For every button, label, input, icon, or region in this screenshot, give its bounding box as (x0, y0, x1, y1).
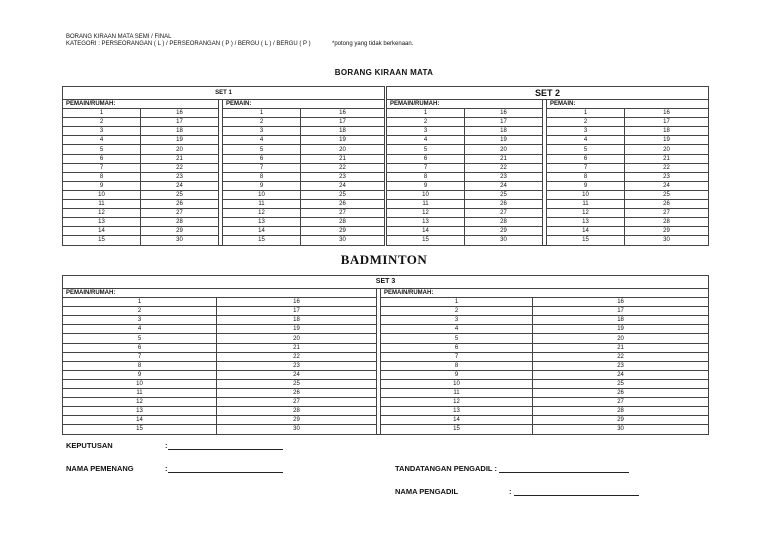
set1-right-point-low[interactable]: 3 (223, 127, 301, 136)
set3-right-point-high[interactable]: 19 (533, 325, 709, 334)
set3-right-point-low[interactable]: 10 (381, 379, 533, 388)
set2-right-point-low[interactable]: 1 (547, 109, 625, 118)
set1-right-point-high[interactable]: 16 (301, 109, 385, 118)
set2-right-player-caption: PEMAIN: (547, 100, 709, 109)
set3-right-point-high[interactable]: 27 (533, 398, 709, 407)
set1-right-player-caption: PEMAIN: (223, 100, 385, 109)
form-category-line: KATEGORI : PERSEORANGAN ( L ) / PERSEORANGAN ( P ) / BERGU ( L ) / BERGU ( P ) (66, 41, 311, 47)
set3-score-row (63, 298, 709, 307)
set1-left-point-low[interactable]: 6 (63, 154, 141, 163)
set3-right-point-low[interactable]: 4 (381, 325, 533, 334)
set2-score-row (387, 163, 709, 172)
set2-left-point-high[interactable]: 17 (465, 118, 543, 127)
set3-left-point-low[interactable]: 7 (63, 352, 217, 361)
set1-right-point-low[interactable]: 1 (223, 109, 301, 118)
set2-left-point-high[interactable]: 16 (465, 109, 543, 118)
set2-score-row (387, 236, 709, 245)
set2-left-point-high[interactable]: 18 (465, 127, 543, 136)
set1-left-point-high[interactable]: 30 (141, 236, 219, 245)
set2-right-point-high[interactable]: 30 (625, 236, 709, 245)
set2-right-point-high[interactable]: 19 (625, 136, 709, 145)
set2-left-point-low[interactable]: 15 (387, 236, 465, 245)
set2-score-row (387, 118, 709, 127)
set2-right-point-high[interactable]: 23 (625, 172, 709, 181)
set3-right-point-low[interactable]: 9 (381, 370, 533, 379)
set3-label: SET 3 (63, 276, 709, 289)
set1-right-point-high[interactable]: 30 (301, 236, 385, 245)
keputusan-colon: : (165, 441, 168, 450)
set1-right-point-high[interactable]: 28 (301, 218, 385, 227)
set2-score-row (387, 136, 709, 145)
set1-right-point-high[interactable]: 24 (301, 181, 385, 190)
set3-left-point-high[interactable]: 16 (217, 298, 377, 307)
set1-right-point-high[interactable]: 26 (301, 200, 385, 209)
set2-right-point-low[interactable]: 6 (547, 154, 625, 163)
set3-left-player-caption: PEMAIN/RUMAH: (63, 289, 377, 298)
set3-right-point-high[interactable]: 25 (533, 379, 709, 388)
set2-left-point-high[interactable]: 29 (465, 227, 543, 236)
set3-score-row (63, 307, 709, 316)
set1-right-point-low[interactable]: 10 (223, 190, 301, 199)
set1-score-row (63, 145, 385, 154)
set1-left-point-low[interactable]: 3 (63, 127, 141, 136)
set2-right-point-high[interactable]: 18 (625, 127, 709, 136)
set2-right-point-low[interactable]: 15 (547, 236, 625, 245)
set1-left-point-high[interactable]: 21 (141, 154, 219, 163)
strike-note: *potong yang tidak berkenaan. (332, 41, 414, 47)
set2-score-row (387, 209, 709, 218)
set2-left-point-low[interactable]: 11 (387, 200, 465, 209)
set3-right-point-high[interactable]: 28 (533, 407, 709, 416)
set3-left-point-high[interactable]: 22 (217, 352, 377, 361)
set2-right-point-high[interactable]: 22 (625, 163, 709, 172)
set3-right-point-high[interactable]: 30 (533, 425, 709, 434)
set3-score-row (63, 407, 709, 416)
set2-label: SET 2 (387, 87, 709, 100)
set1-left-point-low[interactable]: 5 (63, 145, 141, 154)
set1-left-point-high[interactable]: 22 (141, 163, 219, 172)
set3-left-point-high[interactable]: 23 (217, 361, 377, 370)
set2-score-row (387, 200, 709, 209)
set3-right-point-low[interactable]: 11 (381, 389, 533, 398)
set2-score-row (387, 181, 709, 190)
set3-left-point-high[interactable]: 21 (217, 343, 377, 352)
set1-score-row (63, 218, 385, 227)
nama-pemenang-label: NAMA PEMENANG (66, 464, 134, 473)
set1-left-point-low[interactable]: 7 (63, 163, 141, 172)
set3-scoresheet (62, 275, 709, 435)
set2-left-point-high[interactable]: 21 (465, 154, 543, 163)
set3-right-point-high[interactable]: 24 (533, 370, 709, 379)
set3-left-point-high[interactable]: 25 (217, 379, 377, 388)
set2-scoresheet (386, 86, 709, 246)
set3-score-row (63, 352, 709, 361)
set3-score-row (63, 325, 709, 334)
set2-left-point-low[interactable]: 10 (387, 190, 465, 199)
set2-right-point-low[interactable]: 14 (547, 227, 625, 236)
set2-left-point-high[interactable]: 22 (465, 163, 543, 172)
set1-score-row (63, 181, 385, 190)
set3-right-point-high[interactable]: 17 (533, 307, 709, 316)
set2-left-point-high[interactable]: 27 (465, 209, 543, 218)
keputusan-field[interactable] (165, 441, 283, 450)
page-title: BORANG KIRAAN MATA (334, 68, 434, 77)
set1-left-point-low[interactable]: 14 (63, 227, 141, 236)
set1-left-point-low[interactable]: 1 (63, 109, 141, 118)
set2-right-point-low[interactable]: 10 (547, 190, 625, 199)
set3-right-point-low[interactable]: 6 (381, 343, 533, 352)
set3-score-row (63, 398, 709, 407)
set1-left-point-low[interactable]: 2 (63, 118, 141, 127)
set3-score-row (63, 389, 709, 398)
set3-left-point-low[interactable]: 6 (63, 343, 217, 352)
set1-right-point-low[interactable]: 13 (223, 218, 301, 227)
set1-right-point-low[interactable]: 11 (223, 200, 301, 209)
set2-right-point-high[interactable]: 20 (625, 145, 709, 154)
set2-right-point-low[interactable]: 13 (547, 218, 625, 227)
nama-pengadil-label: NAMA PENGADIL (395, 487, 459, 496)
set2-right-point-low[interactable]: 2 (547, 118, 625, 127)
tandatangan-pengadil-field[interactable] (395, 464, 629, 473)
set1-right-point-high[interactable]: 19 (301, 136, 385, 145)
set2-right-point-low[interactable]: 3 (547, 127, 625, 136)
set2-right-point-high[interactable]: 29 (625, 227, 709, 236)
set1-right-point-low[interactable]: 6 (223, 154, 301, 163)
set2-right-point-low[interactable]: 5 (547, 145, 625, 154)
set3-score-row (63, 425, 709, 434)
set2-right-point-high[interactable]: 24 (625, 181, 709, 190)
set3-left-point-low[interactable]: 5 (63, 334, 217, 343)
set3-right-point-low[interactable]: 13 (381, 407, 533, 416)
set1-right-point-high[interactable]: 18 (301, 127, 385, 136)
set1-left-point-high[interactable]: 28 (141, 218, 219, 227)
set3-left-point-low[interactable]: 12 (63, 398, 217, 407)
set2-score-row (387, 154, 709, 163)
set2-right-point-low[interactable]: 8 (547, 172, 625, 181)
set1-score-row (63, 127, 385, 136)
set1-left-point-high[interactable]: 16 (141, 109, 219, 118)
set3-right-point-low[interactable]: 12 (381, 398, 533, 407)
set2-right-point-low[interactable]: 9 (547, 181, 625, 190)
set1-right-point-high[interactable]: 20 (301, 145, 385, 154)
set3-left-point-low[interactable]: 15 (63, 425, 217, 434)
set1-score-row (63, 118, 385, 127)
set2-left-point-low[interactable]: 9 (387, 181, 465, 190)
set3-right-point-low[interactable]: 15 (381, 425, 533, 434)
set2-right-point-low[interactable]: 11 (547, 200, 625, 209)
set3-left-point-low[interactable]: 2 (63, 307, 217, 316)
set2-left-point-high[interactable]: 24 (465, 181, 543, 190)
set1-left-point-high[interactable]: 19 (141, 136, 219, 145)
set2-left-point-low[interactable]: 14 (387, 227, 465, 236)
set3-left-point-high[interactable]: 28 (217, 407, 377, 416)
set3-score-row (63, 379, 709, 388)
set1-left-point-high[interactable]: 29 (141, 227, 219, 236)
set2-left-point-low[interactable]: 7 (387, 163, 465, 172)
set3-right-point-high[interactable]: 20 (533, 334, 709, 343)
set1-left-point-high[interactable]: 23 (141, 172, 219, 181)
set1-right-point-low[interactable]: 15 (223, 236, 301, 245)
set1-left-point-low[interactable]: 15 (63, 236, 141, 245)
set3-score-row (63, 370, 709, 379)
set3-right-player-caption: PEMAIN/RUMAH: (381, 289, 709, 298)
set3-left-point-low[interactable]: 3 (63, 316, 217, 325)
set1-score-row (63, 190, 385, 199)
pengadil-colon: : (509, 487, 512, 496)
set3-left-point-high[interactable]: 24 (217, 370, 377, 379)
set3-left-point-low[interactable]: 10 (63, 379, 217, 388)
set1-right-point-low[interactable]: 7 (223, 163, 301, 172)
set3-left-point-high[interactable]: 17 (217, 307, 377, 316)
set3-right-point-low[interactable]: 7 (381, 352, 533, 361)
set1-left-point-high[interactable]: 26 (141, 200, 219, 209)
set3-left-point-low[interactable]: 8 (63, 361, 217, 370)
set2-right-point-high[interactable]: 21 (625, 154, 709, 163)
set1-right-point-low[interactable]: 2 (223, 118, 301, 127)
set3-left-point-low[interactable]: 9 (63, 370, 217, 379)
set1-left-player-caption: PEMAIN/RUMAH: (63, 100, 219, 109)
set3-right-point-low[interactable]: 2 (381, 307, 533, 316)
set3-right-point-low[interactable]: 8 (381, 361, 533, 370)
set2-score-row (387, 127, 709, 136)
set1-right-point-low[interactable]: 12 (223, 209, 301, 218)
set1-right-point-high[interactable]: 21 (301, 154, 385, 163)
set2-left-point-low[interactable]: 4 (387, 136, 465, 145)
set2-right-point-low[interactable]: 4 (547, 136, 625, 145)
set2-right-point-low[interactable]: 12 (547, 209, 625, 218)
set1-left-point-low[interactable]: 10 (63, 190, 141, 199)
set2-left-point-low[interactable]: 12 (387, 209, 465, 218)
sport-title: BADMINTON (340, 252, 428, 267)
set1-right-point-low[interactable]: 5 (223, 145, 301, 154)
set3-right-point-high[interactable]: 23 (533, 361, 709, 370)
set2-score-row (387, 145, 709, 154)
set3-right-point-high[interactable]: 29 (533, 416, 709, 425)
set1-left-point-high[interactable]: 27 (141, 209, 219, 218)
tandatangan-pengadil-label: TANDATANGAN PENGADIL : (395, 464, 497, 473)
set2-left-point-high[interactable]: 23 (465, 172, 543, 181)
set1-left-point-low[interactable]: 8 (63, 172, 141, 181)
set3-score-row (63, 416, 709, 425)
set1-score-row (63, 236, 385, 245)
set1-right-point-low[interactable]: 8 (223, 172, 301, 181)
set3-left-point-low[interactable]: 1 (63, 298, 217, 307)
set1-right-point-high[interactable]: 17 (301, 118, 385, 127)
set3-right-point-high[interactable]: 26 (533, 389, 709, 398)
set2-score-row (387, 190, 709, 199)
set3-right-point-low[interactable]: 1 (381, 298, 533, 307)
set3-left-point-low[interactable]: 13 (63, 407, 217, 416)
set2-left-point-low[interactable]: 13 (387, 218, 465, 227)
set1-right-point-high[interactable]: 23 (301, 172, 385, 181)
set1-left-point-low[interactable]: 11 (63, 200, 141, 209)
set3-left-point-high[interactable]: 29 (217, 416, 377, 425)
set3-left-point-low[interactable]: 14 (63, 416, 217, 425)
set1-left-point-high[interactable]: 18 (141, 127, 219, 136)
set2-right-point-high[interactable]: 16 (625, 109, 709, 118)
set3-left-point-low[interactable]: 4 (63, 325, 217, 334)
set1-right-point-low[interactable]: 9 (223, 181, 301, 190)
set1-left-point-high[interactable]: 25 (141, 190, 219, 199)
set1-left-point-high[interactable]: 20 (141, 145, 219, 154)
set3-score-row (63, 334, 709, 343)
set3-score-row (63, 316, 709, 325)
set3-left-point-high[interactable]: 18 (217, 316, 377, 325)
set3-right-point-low[interactable]: 3 (381, 316, 533, 325)
set1-left-point-low[interactable]: 13 (63, 218, 141, 227)
set2-left-point-low[interactable]: 8 (387, 172, 465, 181)
set1-score-row (63, 209, 385, 218)
nama-pemenang-field[interactable] (165, 464, 283, 473)
set3-right-point-low[interactable]: 5 (381, 334, 533, 343)
set2-left-point-high[interactable]: 28 (465, 218, 543, 227)
set3-left-point-high[interactable]: 20 (217, 334, 377, 343)
set2-right-point-low[interactable]: 7 (547, 163, 625, 172)
set1-right-point-high[interactable]: 27 (301, 209, 385, 218)
set2-score-row (387, 218, 709, 227)
set3-score-row (63, 361, 709, 370)
set1-scoresheet (62, 86, 385, 246)
set3-right-point-high[interactable]: 18 (533, 316, 709, 325)
set2-left-point-low[interactable]: 1 (387, 109, 465, 118)
set2-right-point-high[interactable]: 27 (625, 209, 709, 218)
set1-right-point-high[interactable]: 22 (301, 163, 385, 172)
set1-label: SET 1 (63, 87, 385, 100)
set1-score-row (63, 227, 385, 236)
set2-score-row (387, 109, 709, 118)
set1-score-row (63, 200, 385, 209)
set3-right-point-high[interactable]: 22 (533, 352, 709, 361)
set1-left-point-high[interactable]: 24 (141, 181, 219, 190)
set1-left-point-low[interactable]: 12 (63, 209, 141, 218)
set2-score-row (387, 227, 709, 236)
set2-left-point-low[interactable]: 3 (387, 127, 465, 136)
set1-right-point-low[interactable]: 14 (223, 227, 301, 236)
set3-left-point-high[interactable]: 27 (217, 398, 377, 407)
set3-right-point-low[interactable]: 14 (381, 416, 533, 425)
set2-left-point-high[interactable]: 30 (465, 236, 543, 245)
set2-left-point-low[interactable]: 2 (387, 118, 465, 127)
set3-left-point-high[interactable]: 26 (217, 389, 377, 398)
set3-left-point-high[interactable]: 19 (217, 325, 377, 334)
set2-left-player-caption: PEMAIN/RUMAH: (387, 100, 543, 109)
set3-right-point-high[interactable]: 21 (533, 343, 709, 352)
set1-left-point-low[interactable]: 4 (63, 136, 141, 145)
set2-right-point-high[interactable]: 25 (625, 190, 709, 199)
set2-left-point-high[interactable]: 26 (465, 200, 543, 209)
set1-score-row (63, 163, 385, 172)
set1-right-point-high[interactable]: 25 (301, 190, 385, 199)
set2-left-point-low[interactable]: 5 (387, 145, 465, 154)
set2-left-point-high[interactable]: 20 (465, 145, 543, 154)
set3-score-row (63, 343, 709, 352)
set2-score-row (387, 172, 709, 181)
nama-pengadil-field[interactable] (509, 487, 639, 496)
set2-left-point-high[interactable]: 19 (465, 136, 543, 145)
set3-right-point-high[interactable]: 16 (533, 298, 709, 307)
set3-left-point-low[interactable]: 11 (63, 389, 217, 398)
set1-score-row (63, 136, 385, 145)
keputusan-label: KEPUTUSAN (66, 441, 113, 450)
set2-left-point-low[interactable]: 6 (387, 154, 465, 163)
form-header-title: BORANG KIRAAN MATA SEMI / FINAL (66, 34, 172, 40)
set2-right-point-high[interactable]: 17 (625, 118, 709, 127)
set3-left-point-high[interactable]: 30 (217, 425, 377, 434)
set1-score-row (63, 154, 385, 163)
set1-left-point-high[interactable]: 17 (141, 118, 219, 127)
pemenang-colon: : (165, 464, 168, 473)
set2-left-point-high[interactable]: 25 (465, 190, 543, 199)
set1-score-row (63, 172, 385, 181)
set1-right-point-high[interactable]: 29 (301, 227, 385, 236)
set2-right-point-high[interactable]: 26 (625, 200, 709, 209)
set1-right-point-low[interactable]: 4 (223, 136, 301, 145)
set1-left-point-low[interactable]: 9 (63, 181, 141, 190)
set2-right-point-high[interactable]: 28 (625, 218, 709, 227)
set1-score-row (63, 109, 385, 118)
